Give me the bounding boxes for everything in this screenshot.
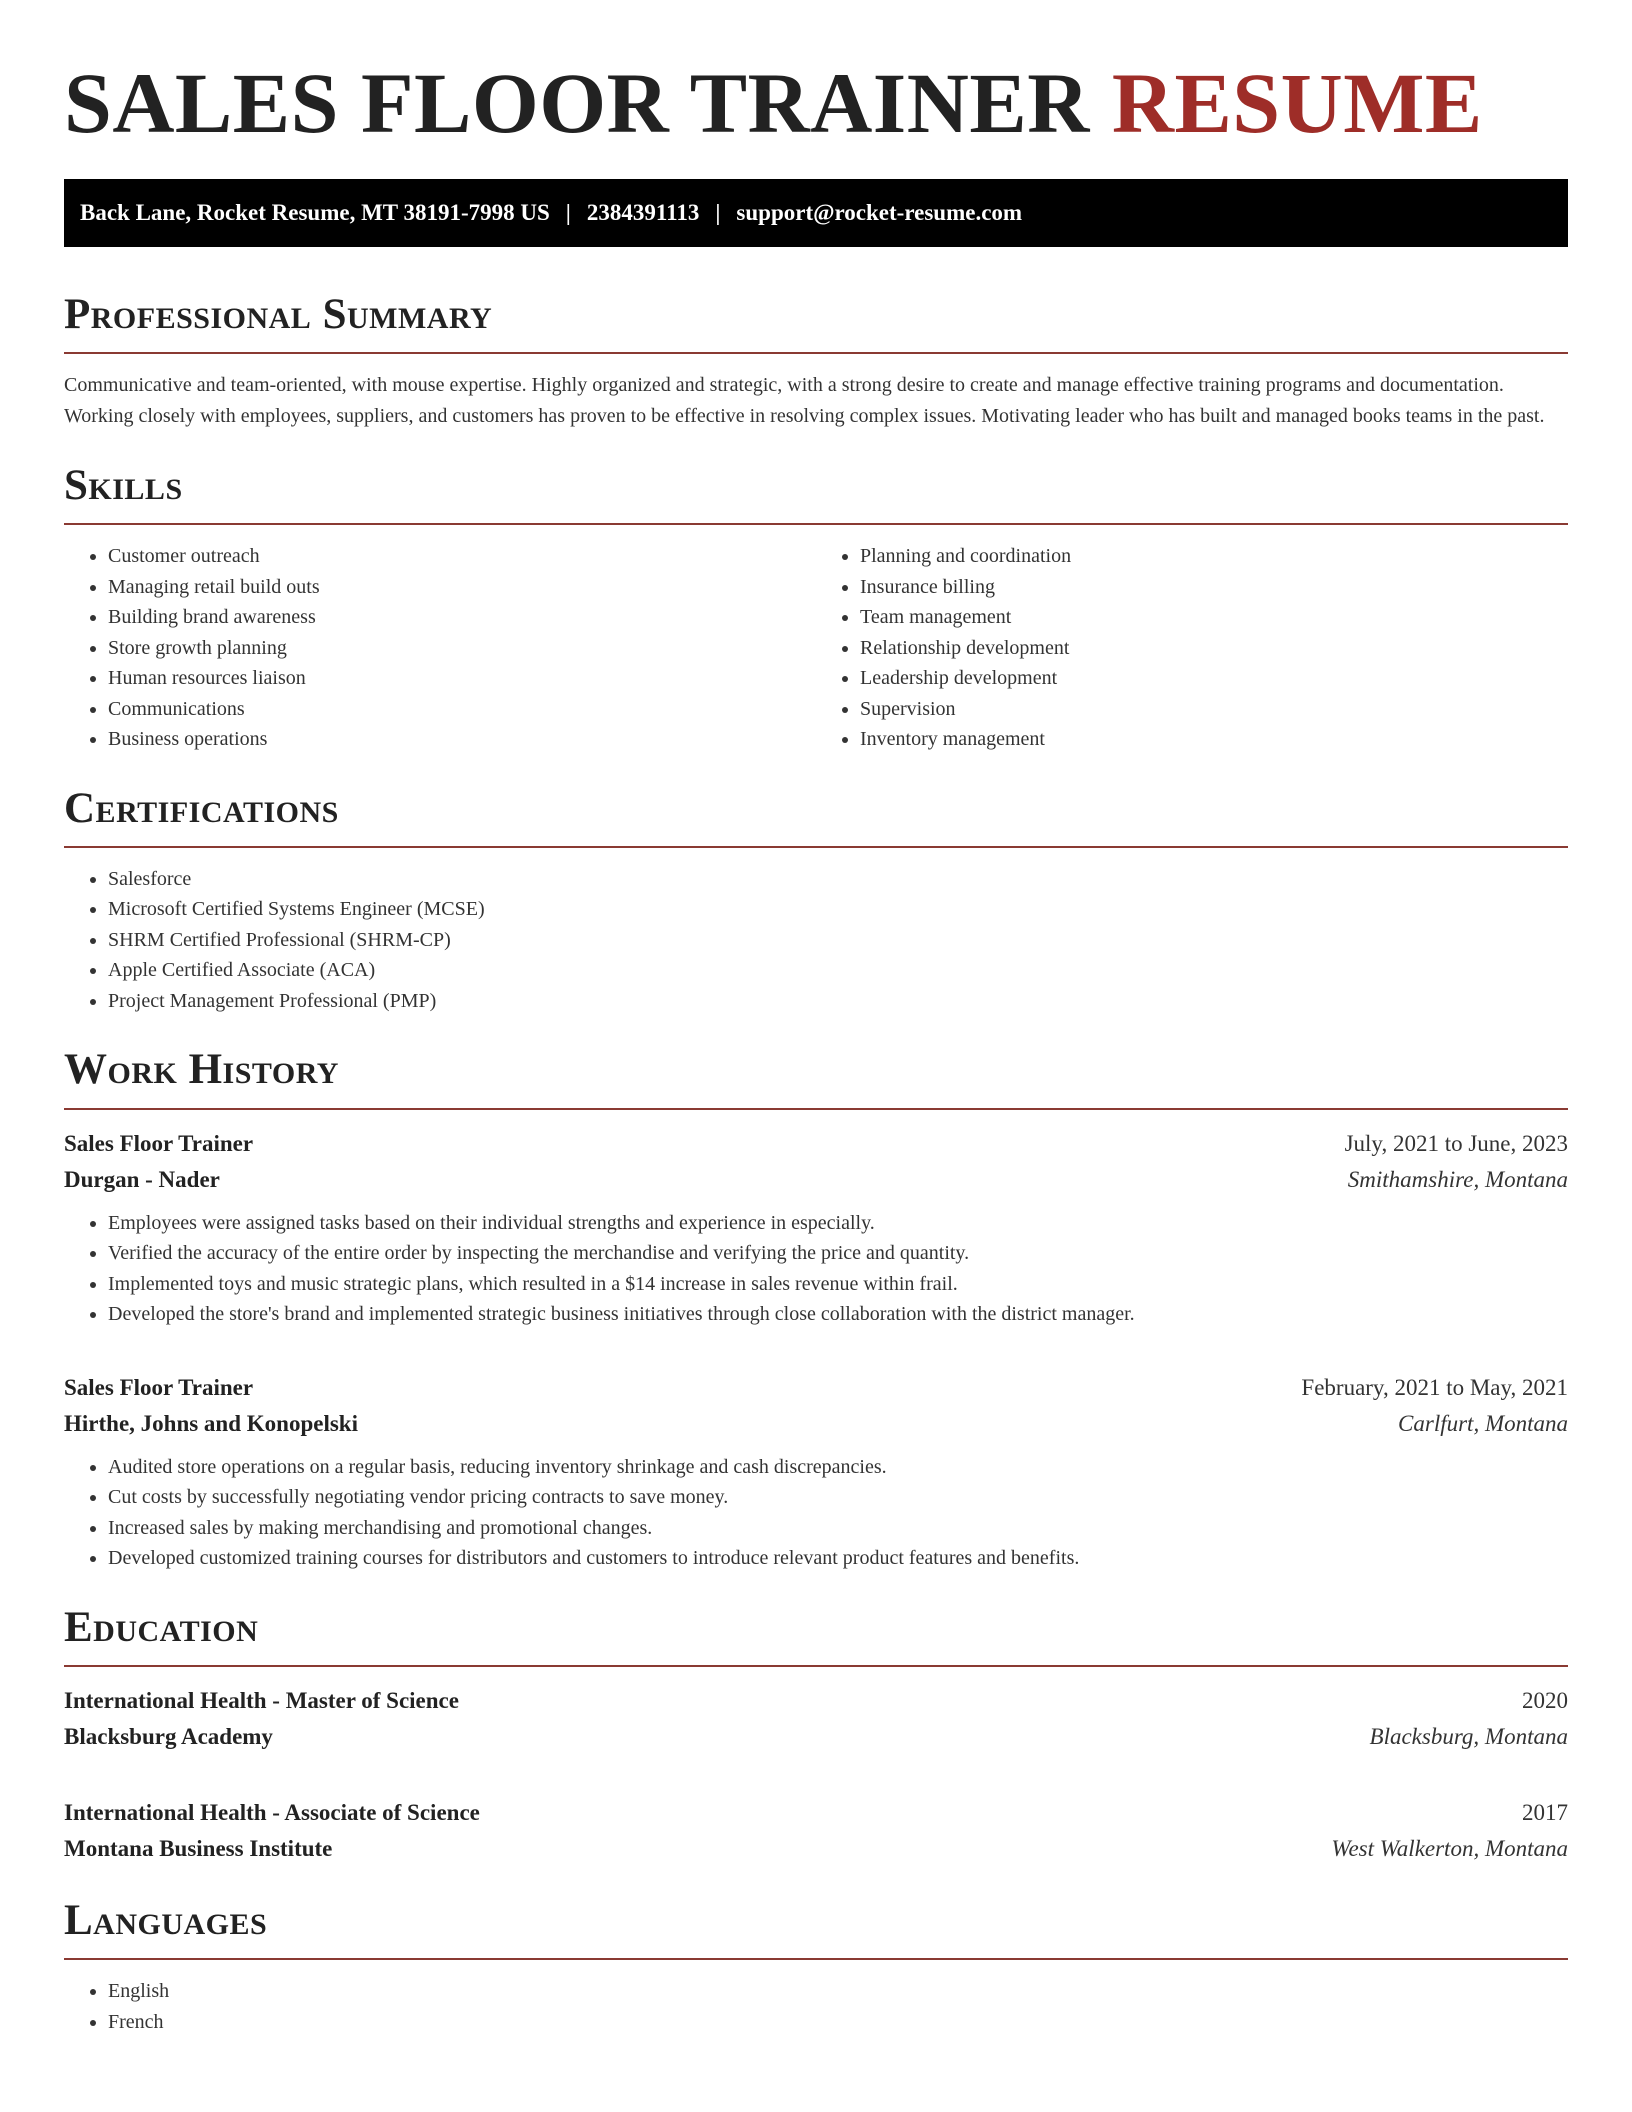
skill-item: • Relationship development [860, 633, 1568, 664]
job-bullet: • Implemented toys and music strategic plans, which resulted in a $14 increase in sales revenue within frail. [108, 1269, 1568, 1300]
job-company: Hirthe, Johns and Konopelski [64, 1410, 358, 1436]
skills-section [64, 462, 1568, 755]
skill-item: • Insurance billing [860, 572, 1568, 603]
certifications-list [64, 864, 1568, 1017]
education-degree: International Health - Associate of Science [64, 1800, 480, 1826]
contact-email: support@rocket-resume.com [736, 199, 1023, 225]
resume-title [64, 56, 1568, 151]
job-bullet: • Verified the accuracy of the entire order by inspecting the merchandise and verifying the price and quantity. [108, 1238, 1568, 1269]
contact-bar [64, 179, 1568, 247]
work-heading: Work History [64, 1046, 1568, 1109]
skill-item: • Human resources liaison [108, 663, 816, 694]
job-header-row [64, 1126, 1568, 1162]
education-year: 2017 [1522, 1800, 1568, 1826]
skills-list-left [64, 541, 816, 755]
job-dates: July, 2021 to June, 2023 [1344, 1130, 1568, 1156]
certification-item: • Microsoft Certified Systems Engineer (MCSE) [108, 894, 1568, 925]
job-company-row [64, 1406, 1568, 1442]
job-entry [64, 1126, 1568, 1330]
certification-item: • SHRM Certified Professional (SHRM-CP) [108, 925, 1568, 956]
skill-item: • Supervision [860, 694, 1568, 725]
skill-item: • Customer outreach [108, 541, 816, 572]
summary-heading: Professional Summary [64, 291, 1568, 354]
job-bullets [64, 1208, 1568, 1330]
job-bullet: • Developed customized training courses for distributors and customers to introduce relevant product features and benefits. [108, 1543, 1568, 1574]
skill-item: • Team management [860, 602, 1568, 633]
language-item: • English [108, 1976, 1568, 2007]
contact-phone: 2384391113 [586, 199, 700, 225]
education-entry [64, 1683, 1568, 1755]
job-bullet: • Cut costs by successfully negotiating vendor pricing contracts to save money. [108, 1482, 1568, 1513]
education-heading: Education [64, 1604, 1568, 1667]
skills-heading: Skills [64, 462, 1568, 525]
certifications-section [64, 785, 1568, 1017]
skill-item: • Planning and coordination [860, 541, 1568, 572]
contact-separator: | [715, 199, 721, 225]
job-title: Sales Floor Trainer [64, 1374, 254, 1400]
language-item: • French [108, 2007, 1568, 2038]
certification-item: • Project Management Professional (PMP) [108, 986, 1568, 1017]
education-degree-row [64, 1683, 1568, 1719]
contact-separator: | [565, 199, 571, 225]
skill-item: • Business operations [108, 724, 816, 755]
job-dates: February, 2021 to May, 2021 [1301, 1374, 1568, 1400]
certification-item: • Salesforce [108, 864, 1568, 895]
skills-list-right [816, 541, 1568, 755]
skill-item: • Store growth planning [108, 633, 816, 664]
skill-item: • Managing retail build outs [108, 572, 816, 603]
job-location: Smithamshire, Montana [1347, 1166, 1568, 1192]
skill-item: • Leadership development [860, 663, 1568, 694]
job-bullet: • Increased sales by making merchandising and promotional changes. [108, 1513, 1568, 1544]
certifications-heading: Certifications [64, 785, 1568, 848]
work-section [64, 1046, 1568, 1573]
certification-item: • Apple Certified Associate (ACA) [108, 955, 1568, 986]
summary-section [64, 291, 1568, 432]
education-school: Montana Business Institute [64, 1836, 333, 1862]
education-school: Blacksburg Academy [64, 1724, 273, 1750]
education-degree-row [64, 1795, 1568, 1831]
languages-section [64, 1897, 1568, 2037]
skills-grid [64, 541, 1568, 755]
job-bullet: • Developed the store's brand and implemented strategic business initiatives through close collaboration with the district manager. [108, 1299, 1568, 1330]
education-location: Blacksburg, Montana [1369, 1724, 1568, 1750]
skill-item: • Communications [108, 694, 816, 725]
education-year: 2020 [1522, 1688, 1568, 1714]
skill-item: • Building brand awareness [108, 602, 816, 633]
job-bullet: • Audited store operations on a regular basis, reducing inventory shrinkage and cash discrepancies. [108, 1452, 1568, 1483]
job-company: Durgan - Nader [64, 1166, 220, 1192]
job-title: Sales Floor Trainer [64, 1130, 254, 1156]
job-entry [64, 1370, 1568, 1574]
skill-item: • Inventory management [860, 724, 1568, 755]
education-school-row [64, 1831, 1568, 1867]
resume-title-main: SALES FLOOR TRAINER [64, 55, 1090, 151]
languages-list [64, 1976, 1568, 2037]
contact-address: Back Lane, Rocket Resume, MT 38191-7998 US [80, 199, 550, 225]
education-degree: International Health - Master of Science [64, 1688, 459, 1714]
job-header-row [64, 1370, 1568, 1406]
resume-title-accent: RESUME [1111, 55, 1483, 151]
education-entry [64, 1795, 1568, 1867]
summary-text: Communicative and team-oriented, with mouse expertise. Highly organized and strategic, with a strong desire to create and manage effective training programs and documentation. Working closely with employees, suppliers, and customers has proven to be effective in resolving complex issues. Motivating leader who has built and managed books teams in the past. [64, 373, 1545, 427]
education-location: West Walkerton, Montana [1331, 1836, 1568, 1862]
job-bullet: • Employees were assigned tasks based on their individual strengths and experience in especially. [108, 1208, 1568, 1239]
job-company-row [64, 1162, 1568, 1198]
job-location: Carlfurt, Montana [1398, 1410, 1568, 1436]
job-bullets [64, 1452, 1568, 1574]
education-section [64, 1604, 1568, 1867]
languages-heading: Languages [64, 1897, 1568, 1960]
education-school-row [64, 1719, 1568, 1755]
